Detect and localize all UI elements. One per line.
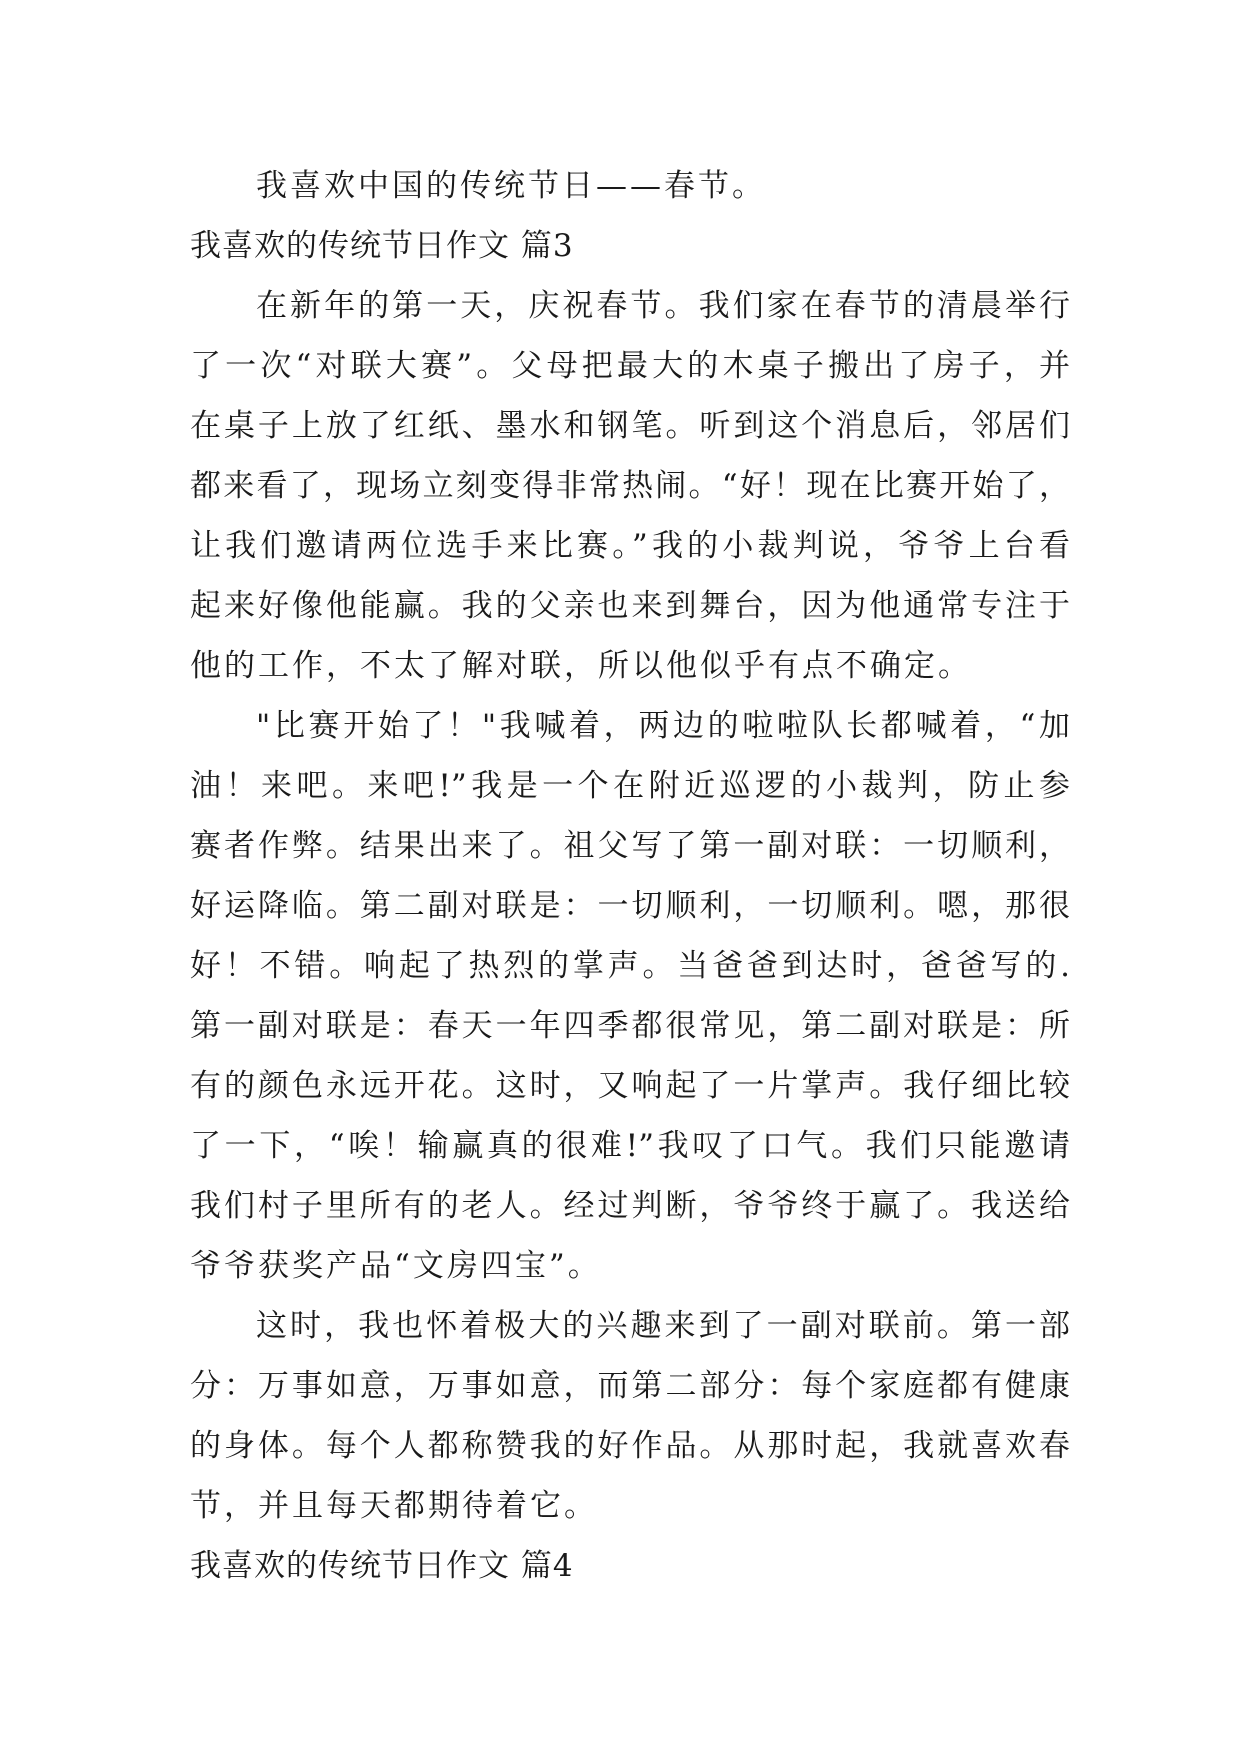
body-text-line: 这时，我也怀着极大的兴趣来到了一副对联前。第一部: [256, 1308, 1070, 1344]
body-text-line: 都来看了，现场立刻变得非常热闹。“好！现在比赛开始了，: [190, 468, 1070, 504]
body-text-line: 有的颜色永远开花。这时，又响起了一片掌声。我仔细比较: [190, 1068, 1070, 1104]
body-text-line: 在新年的第一天，庆祝春节。我们家在春节的清晨举行: [256, 288, 1070, 324]
body-text-line: 好运降临。第二副对联是：一切顺利，一切顺利。嗯，那很: [190, 888, 1070, 924]
body-text-line: 赛者作弊。结果出来了。祖父写了第一副对联：一切顺利，: [190, 828, 1070, 864]
section-heading: 我喜欢的传统节日作文 篇3: [190, 228, 574, 264]
body-text-line: 我们村子里所有的老人。经过判断，爷爷终于赢了。我送给: [190, 1188, 1070, 1224]
body-text-line: 好！不错。响起了热烈的掌声。当爸爸到达时，爸爸写的.: [190, 948, 1070, 984]
body-text-line: "比赛开始了！"我喊着，两边的啦啦队长都喊着，“加: [256, 708, 1070, 744]
body-text-line: 节，并且每天都期待着它。: [190, 1488, 598, 1524]
body-text-line: 他的工作，不太了解对联，所以他似乎有点不确定。: [190, 648, 972, 684]
body-text-line: 分：万事如意，万事如意，而第二部分：每个家庭都有健康: [190, 1368, 1070, 1404]
body-text-line: 了一下，“唉！输赢真的很难!”我叹了口气。我们只能邀请: [190, 1128, 1070, 1164]
body-text-line: 油！来吧。来吧!”我是一个在附近巡逻的小裁判，防止参: [190, 768, 1070, 804]
body-text-line: 起来好像他能赢。我的父亲也来到舞台，因为他通常专注于: [190, 588, 1070, 624]
body-text-line: 在桌子上放了红纸、墨水和钢笔。听到这个消息后，邻居们: [190, 408, 1070, 444]
body-text-line: 了一次“对联大赛”。父母把最大的木桌子搬出了房子，并: [190, 348, 1070, 384]
section-heading: 我喜欢的传统节日作文 篇4: [190, 1548, 574, 1584]
body-text-line: 我喜欢中国的传统节日——春节。: [256, 168, 766, 204]
body-text-line: 让我们邀请两位选手来比赛。”我的小裁判说，爷爷上台看: [190, 528, 1070, 564]
body-text-line: 第一副对联是：春天一年四季都很常见，第二副对联是：所: [190, 1008, 1070, 1044]
body-text-line: 的身体。每个人都称赞我的好作品。从那时起，我就喜欢春: [190, 1428, 1070, 1464]
document-text: [190, 156, 1070, 1596]
body-text-line: 爷爷获奖产品“文房四宝”。: [190, 1248, 602, 1284]
